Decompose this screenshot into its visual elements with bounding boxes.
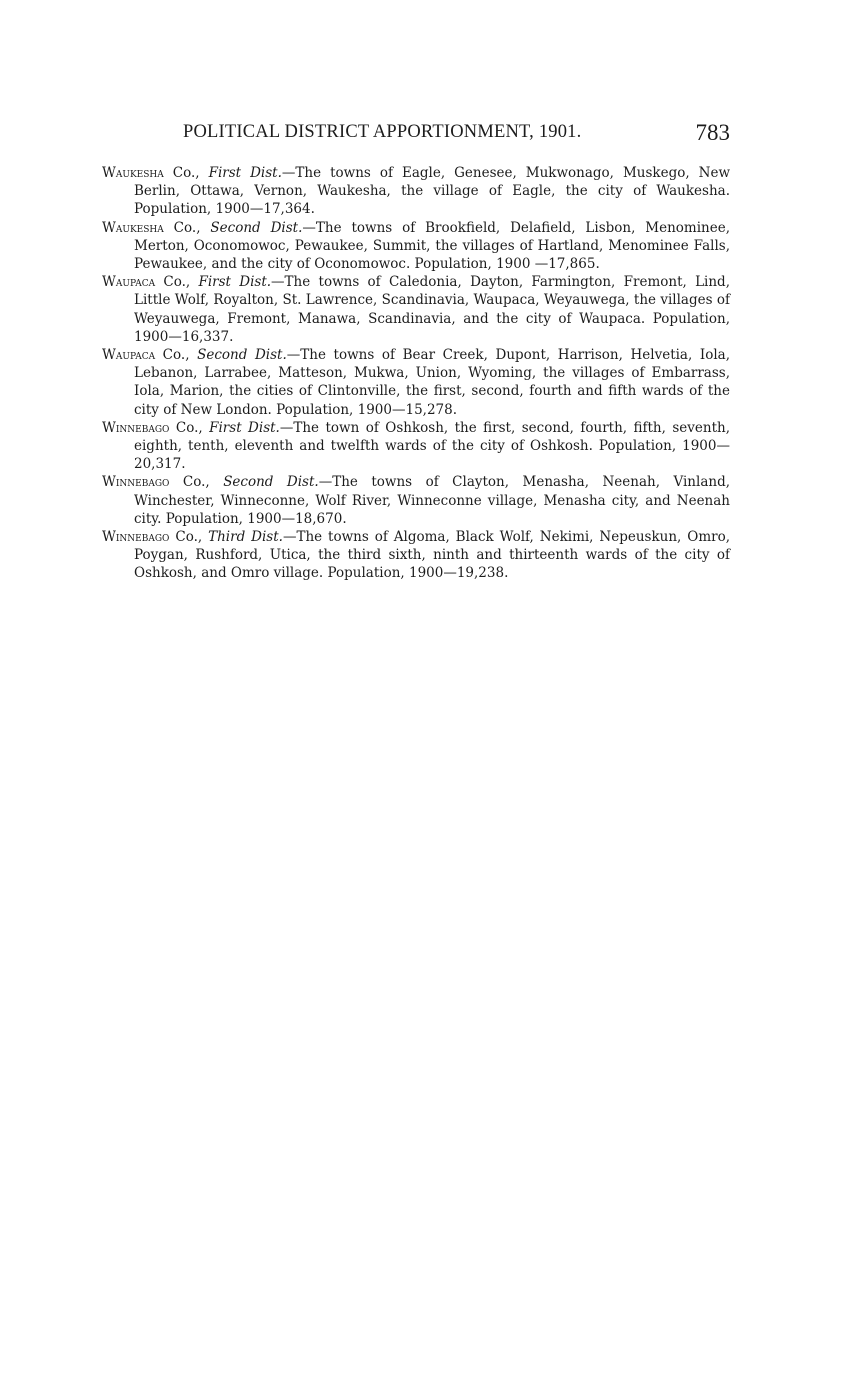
county-name: Winnebago: [102, 419, 170, 436]
county-suffix: Co.,: [155, 347, 198, 364]
district-description: —The towns of Algoma, Black Wolf, Nekimi, Nepeuskun, Omro, Poygan, Rushford, Utica, the third sixth, ninth and thirteenth wards of the city of Oshkosh, and Omro village. Population, 1900—19,238.: [134, 529, 730, 582]
county-suffix: Co.,: [155, 274, 199, 291]
district-entry: [102, 164, 730, 219]
county-name: Waukesha: [102, 165, 164, 181]
county-name: Waukesha: [102, 219, 164, 236]
district-description: —The towns of Bear Creek, Dupont, Harrison, Helvetia, Iola, Lebanon, Larrabee, Matteson, Mukwa, Union, Wyoming, the villages of Embarrass, Iola, Marion, the cities of Clintonville, the first, second, fourth and fifth wards of the city of New London. Population, 1900—15,278.: [134, 347, 731, 418]
county-name: Winnebago: [102, 474, 170, 491]
running-title: POLITICAL DISTRICT APPORTIONMENT, 1901.: [183, 122, 582, 142]
district-entry: [102, 528, 730, 583]
district-entry: [102, 219, 730, 274]
district-description: —The towns of Caledonia, Dayton, Farmington, Fremont, Lind, Little Wolf, Royalton, St. Lawrence, Scandinavia, Waupaca, Weyauwega, the villages of Weyauwega, Fremont, Manawa, Scandinavia, and the city of Waupaca. Population, 1900—16,337.: [134, 274, 730, 345]
page-header: [100, 120, 732, 146]
county-name: Waupaca: [102, 274, 156, 291]
district-description: —The towns of Eagle, Genesee, Mukwonago, Muskego, New Berlin, Ottawa, Vernon, Waukesha, the village of Eagle, the city of Waukesha. Population, 1900—17,364.: [134, 165, 731, 218]
district-description: —The towns of Brookfield, Delafield, Lisbon, Menominee, Merton, Oconomowoc, Pewaukee, Summit, the villages of Hartland, Menominee Falls, Pewaukee, and the city of Oconomowoc. Population, 1900 —17,865.: [134, 219, 731, 273]
county-name: Winnebago: [102, 529, 170, 546]
page-number: 783: [695, 120, 730, 145]
county-suffix: Co.,: [169, 419, 210, 436]
county-name: Waupaca: [102, 347, 156, 364]
district-description: —The town of Oshkosh, the first, second, fourth, fifth, seventh, eighth, tenth, eleventh and twelfth wards of the city of Oshkosh. Population, 1900—20,317.: [134, 419, 730, 473]
district-name: Second Dist.: [197, 347, 287, 364]
county-suffix: Co.,: [163, 165, 209, 181]
district-name: First Dist.: [198, 274, 272, 291]
district-entry: [102, 346, 730, 419]
district-name: Third Dist.: [208, 529, 283, 546]
district-description: —The towns of Clayton, Menasha, Neenah, Vinland, Winchester, Winneconne, Wolf River, Winneconne village, Menasha city, and Neenah city. Population, 1900—18,670.: [134, 474, 730, 527]
district-entries: [102, 164, 730, 583]
county-suffix: Co.,: [169, 529, 209, 546]
county-suffix: Co.,: [163, 219, 211, 236]
district-name: Second Dist.: [210, 219, 303, 236]
district-name: First Dist.: [209, 419, 280, 436]
county-suffix: Co.,: [169, 474, 224, 491]
district-name: Second Dist.: [223, 474, 319, 491]
district-name: First Dist.: [208, 165, 282, 181]
district-entry: [102, 419, 730, 474]
district-entry: [102, 473, 730, 528]
district-entry: [102, 273, 730, 346]
